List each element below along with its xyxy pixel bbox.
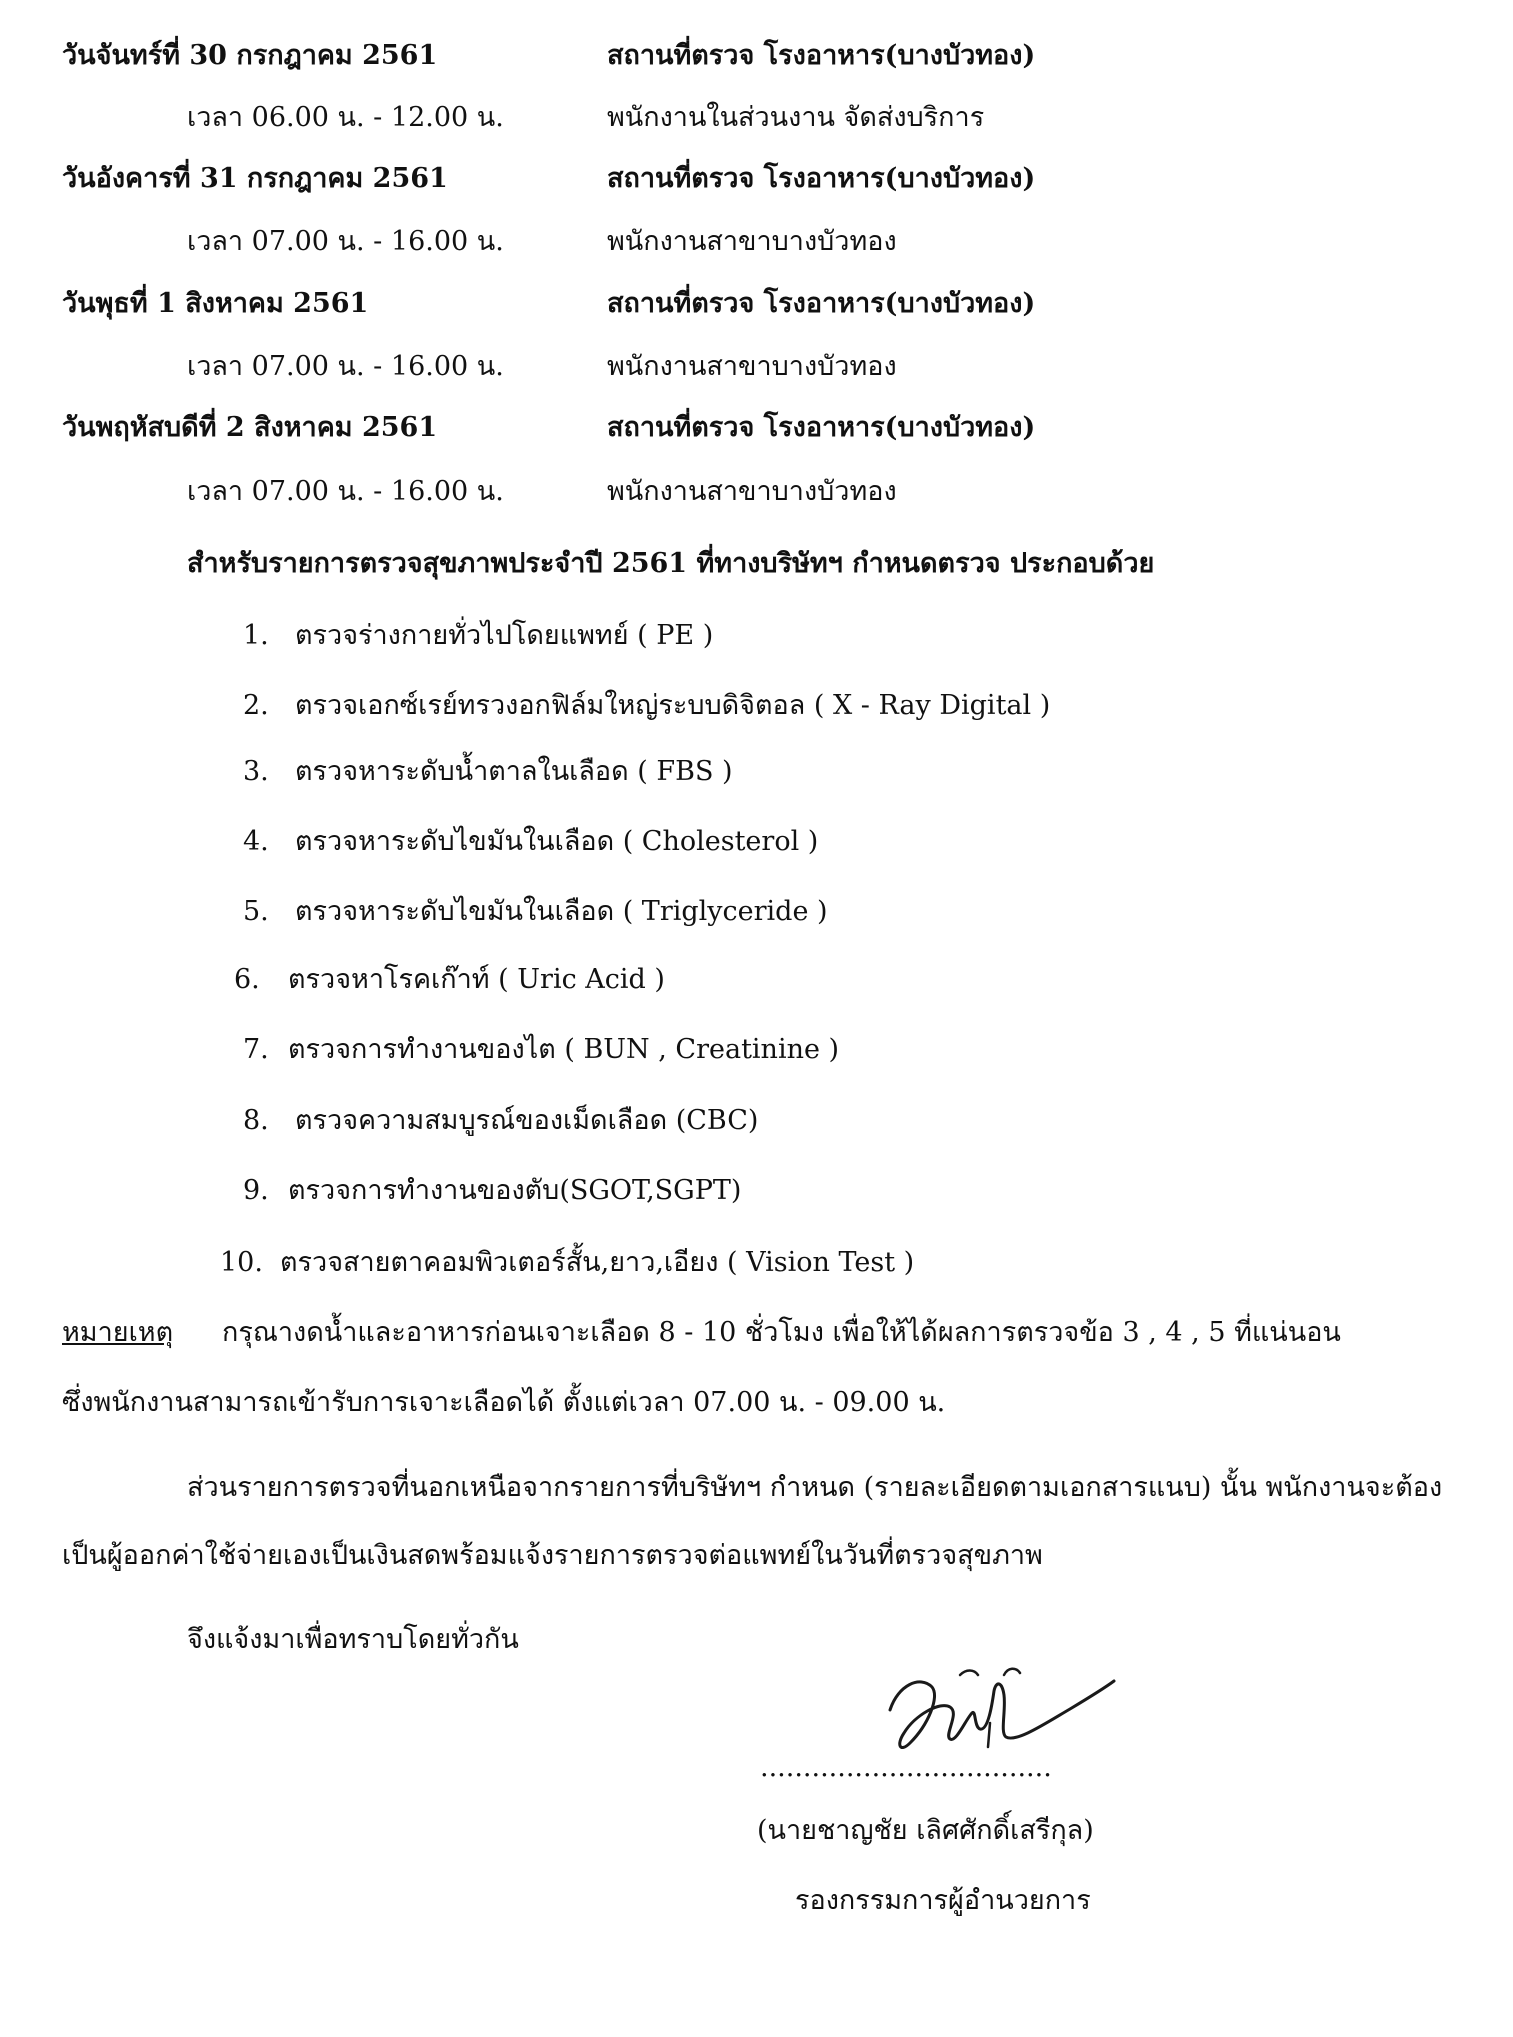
schedule-time-4: เวลา 07.00 น. - 16.00 น. [187, 476, 504, 507]
schedule-staff-1: พนักงานในส่วนงาน จัดส่งบริการ [607, 102, 985, 133]
item-text: ตรวจความสมบูรณ์ของเม็ดเลือด (CBC) [295, 1105, 759, 1136]
extra-line-2: เป็นผู้ออกค่าใช้จ่ายเองเป็นเงินสดพร้อมแจ้งรายการตรวจต่อแพทย์ในวันที่ตรวจสุขภาพ [62, 1540, 1043, 1571]
schedule-staff-2: พนักงานสาขาบางบัวทอง [607, 226, 897, 257]
item-number: 9. [243, 1175, 269, 1206]
schedule-day-4: วันพฤหัสบดีที่ 2 สิงหาคม 2561 [62, 412, 438, 443]
schedule-time-3: เวลา 07.00 น. - 16.00 น. [187, 351, 504, 382]
item-text: ตรวจหาระดับไขมันในเลือด ( Cholesterol ) [295, 826, 819, 857]
schedule-place-2: สถานที่ตรวจ โรงอาหาร(บางบัวทอง) [607, 163, 1036, 194]
item-text: ตรวจสายตาคอมพิวเตอร์สั้น,ยาว,เอียง ( Vision Test ) [280, 1247, 915, 1278]
note-line-1: กรุณางดน้ำและอาหารก่อนเจาะเลือด 8 - 10 ชั่วโมง เพื่อให้ได้ผลการตรวจข้อ 3 , 4 , 5 ที่แน่นอน [222, 1317, 1341, 1348]
item-text: ตรวจการทำงานของตับ(SGOT,SGPT) [288, 1175, 742, 1206]
item-text: ตรวจหาระดับไขมันในเลือด ( Triglyceride ) [295, 896, 828, 927]
signature-image [870, 1615, 1130, 1765]
checkup-heading: สำหรับรายการตรวจสุขภาพประจำปี 2561 ที่ทางบริษัทฯ กำหนดตรวจ ประกอบด้วย [187, 548, 1155, 579]
item-text: ตรวจร่างกายทั่วไปโดยแพทย์ ( PE ) [295, 620, 714, 651]
closing-line: จึงแจ้งมาเพื่อทราบโดยทั่วกัน [187, 1624, 519, 1655]
extra-line-1: ส่วนรายการตรวจที่นอกเหนือจากรายการที่บริษัทฯ กำหนด (รายละเอียดตามเอกสารแนบ) นั้น พนักงานจะต้อง [187, 1472, 1443, 1503]
schedule-staff-3: พนักงานสาขาบางบัวทอง [607, 351, 897, 382]
item-number: 10. [220, 1247, 263, 1278]
signature-dots: .................................. [760, 1752, 1052, 1783]
schedule-staff-4: พนักงานสาขาบางบัวทอง [607, 476, 897, 507]
item-number: 1. [243, 620, 269, 651]
item-number: 8. [243, 1105, 269, 1136]
schedule-time-2: เวลา 07.00 น. - 16.00 น. [187, 226, 504, 257]
item-number: 3. [243, 756, 269, 787]
signatory-position: รองกรรมการผู้อำนวยการ [795, 1885, 1091, 1916]
schedule-day-1: วันจันทร์ที่ 30 กรกฎาคม 2561 [62, 40, 438, 71]
schedule-day-3: วันพุธที่ 1 สิงหาคม 2561 [62, 288, 369, 319]
note-label: หมายเหตุ [62, 1317, 174, 1348]
schedule-place-1: สถานที่ตรวจ โรงอาหาร(บางบัวทอง) [607, 40, 1036, 71]
schedule-place-4: สถานที่ตรวจ โรงอาหาร(บางบัวทอง) [607, 412, 1036, 443]
item-text: ตรวจหาโรคเก๊าท์ ( Uric Acid ) [288, 964, 665, 995]
item-number: 2. [243, 690, 269, 721]
item-text: ตรวจการทำงานของไต ( BUN , Creatinine ) [288, 1034, 840, 1065]
item-number: 6. [234, 964, 260, 995]
item-number: 4. [243, 826, 269, 857]
item-number: 7. [243, 1034, 269, 1065]
schedule-time-1: เวลา 06.00 น. - 12.00 น. [187, 102, 504, 133]
signatory-name: (นายชาญชัย เลิศศักดิ์เสรีกุล) [757, 1815, 1094, 1846]
note-line-2: ซึ่งพนักงานสามารถเข้ารับการเจาะเลือดได้ ตั้งแต่เวลา 07.00 น. - 09.00 น. [62, 1387, 946, 1418]
schedule-place-3: สถานที่ตรวจ โรงอาหาร(บางบัวทอง) [607, 288, 1036, 319]
item-text: ตรวจเอกซ์เรย์ทรวงอกฟิล์มใหญ่ระบบดิจิตอล ( X - Ray Digital ) [295, 690, 1051, 721]
item-number: 5. [243, 896, 269, 927]
schedule-day-2: วันอังคารที่ 31 กรกฎาคม 2561 [62, 163, 448, 194]
item-text: ตรวจหาระดับน้ำตาลในเลือด ( FBS ) [295, 756, 733, 787]
